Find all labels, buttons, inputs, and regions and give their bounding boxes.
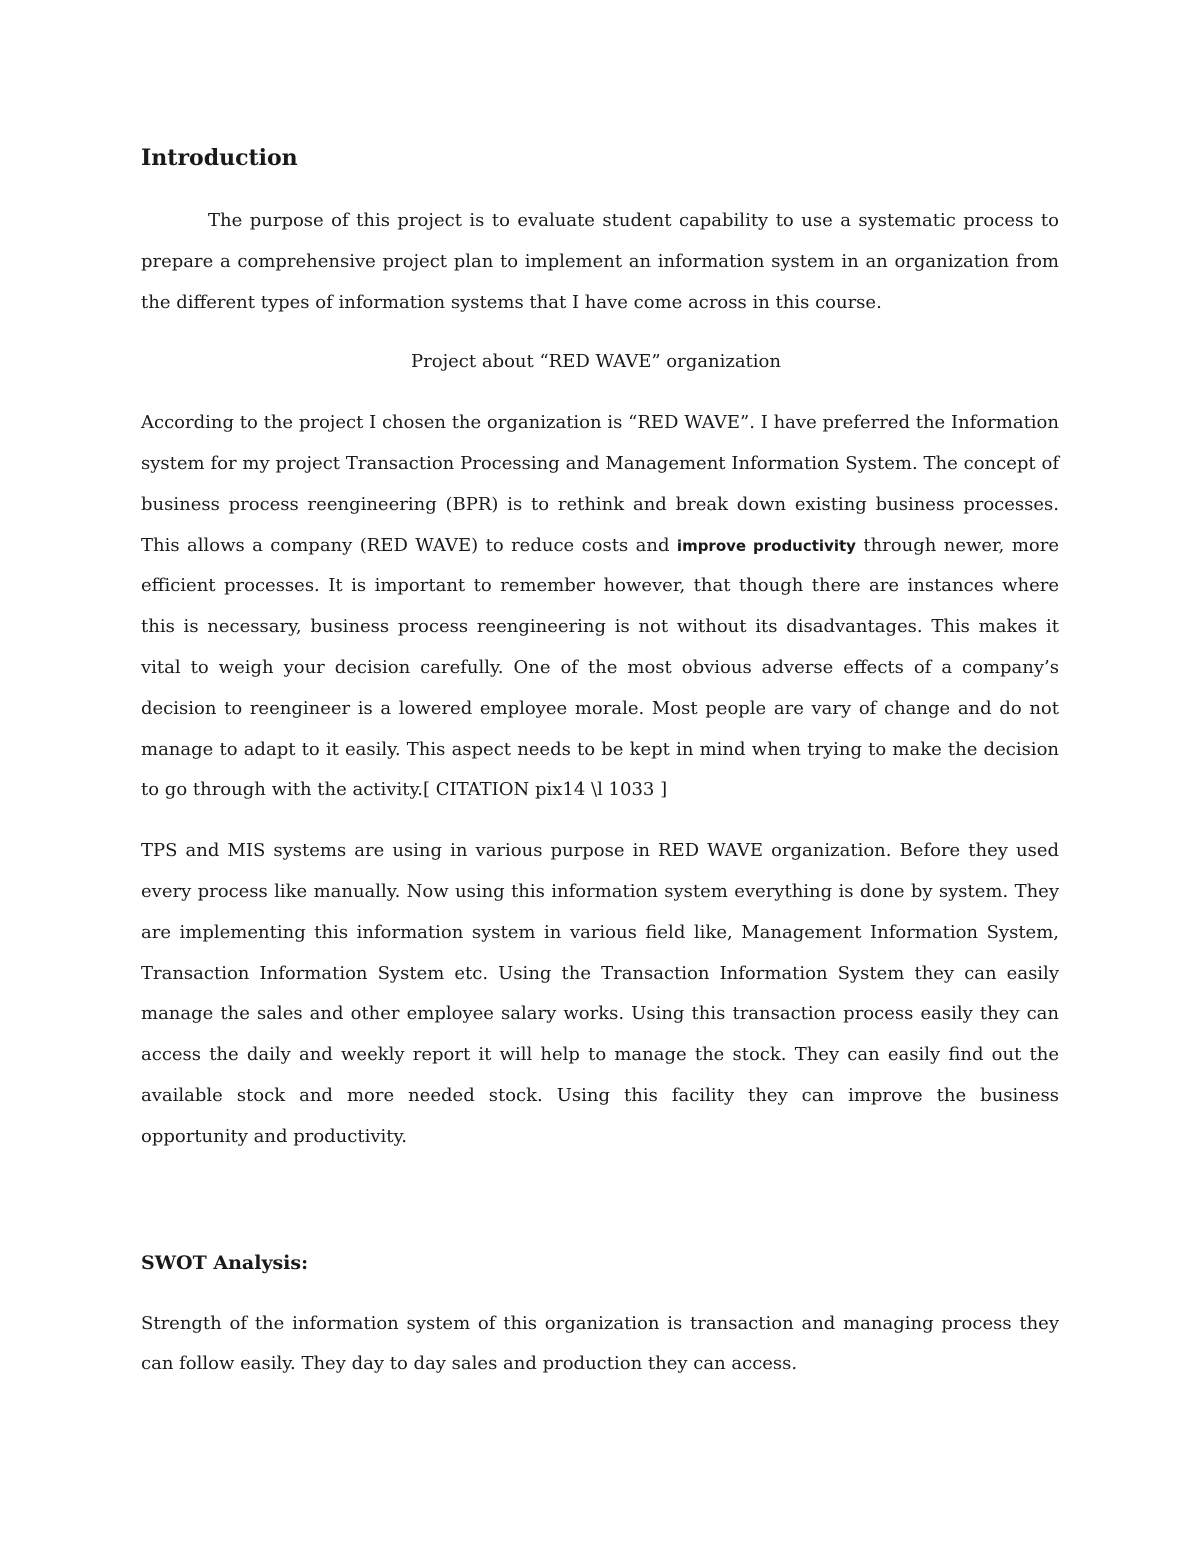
- project-paragraph-1-start: According to the project I chosen the organization is “RED WAVE”. I have preferred the Information system for my project Transaction Processing and Management Information System. The concept of business process reengineering (BPR) is to rethink and break down existing business processes. This allows a company (RED WAVE) to reduce costs and: [141, 412, 1059, 556]
- page-content: [141, 141, 1059, 1385]
- bold-phrase: improve productivity: [676, 536, 856, 555]
- project-paragraph-1: [141, 403, 1059, 811]
- swot-strength-paragraph: Strength of the information system of this organization is transaction and managing process they can follow easily. They day to day sales and production they can access.: [141, 1312, 1059, 1375]
- introduction-heading: Introduction: [141, 145, 298, 171]
- project-paragraph-1-end: through newer, more efficient processes. It is important to remember however, that though there are instances where this is necessary, business process reengineering is not without its disadvantages. This makes it vital to weigh your decision carefully. One of the most obvious adverse effects of a company’s decision to reengineer is a lowered employee morale. Most people are vary of change and do not manage to adapt to it easily. This aspect needs to be kept in mind when trying to make the decision to go through with the activity.[ CITATION pix14 \l 1033 ]: [141, 534, 1059, 801]
- project-paragraph-2: TPS and MIS systems are using in various purpose in RED WAVE organization. Before they used every process like manually. Now using this information system everything is done by system. They are implementing this information system in various field like, Management Information System, Transaction Information System etc. Using the Transaction Information System they can easily manage the sales and other employee salary works. Using this transaction process easily they can access the daily and weekly report it will help to manage the stock. They can easily find out the available stock and more needed stock. Using this facility they can improve the business opportunity and productivity.: [141, 840, 1059, 1147]
- swot-heading: SWOT Analysis:: [141, 1251, 309, 1274]
- project-title: Project about “RED WAVE” organization: [411, 351, 781, 373]
- introduction-paragraph: The purpose of this project is to evaluate student capability to use a systematic process to prepare a comprehensive project plan to implement an information system in an organization from the different types of information systems that I have come across in this course.: [141, 210, 1059, 313]
